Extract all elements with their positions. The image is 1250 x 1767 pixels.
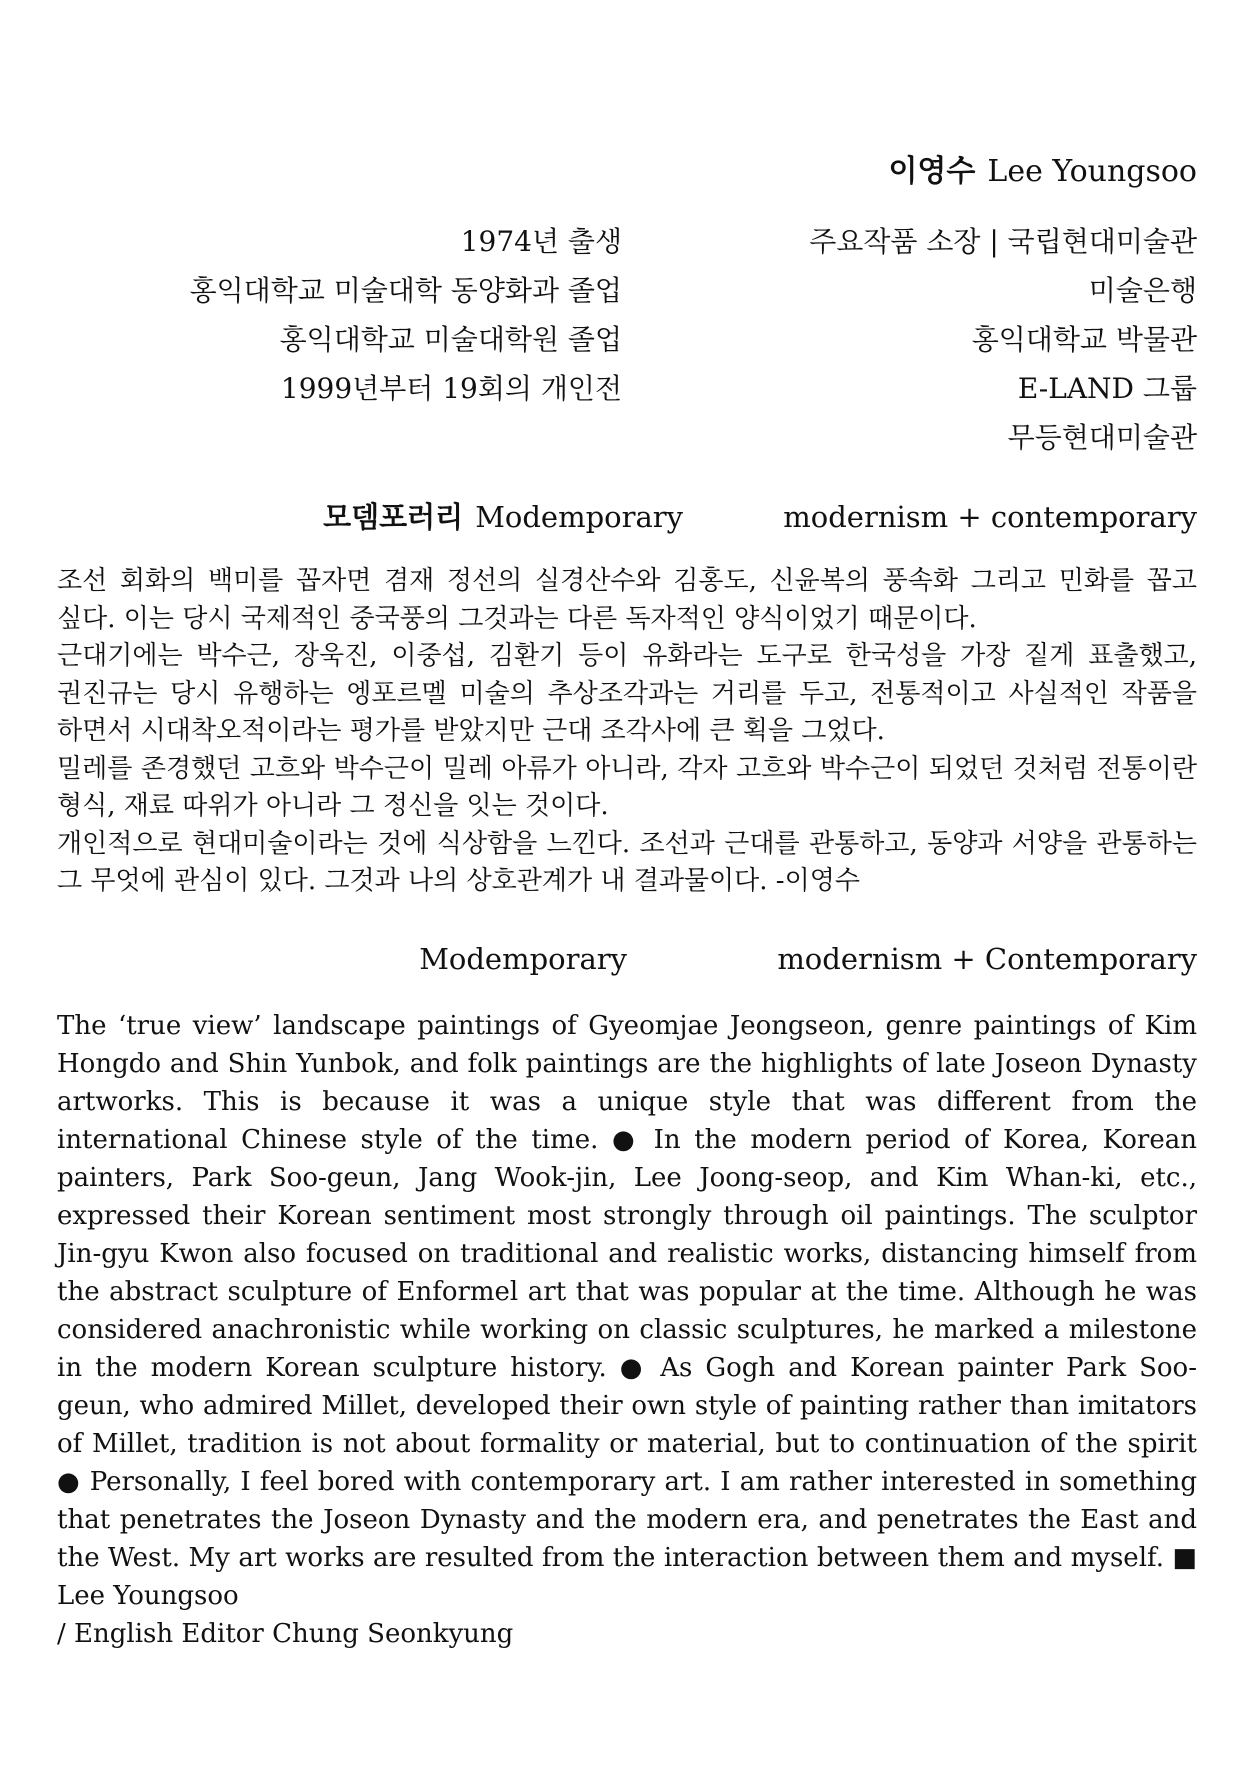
korean-section-title (323, 495, 683, 539)
korean-paragraph: 조선 회화의 백미를 꼽자면 겸재 정선의 실경산수와 김홍도, 신윤복의 풍속화 그리고 민화를 꼽고 싶다. 이는 당시 국제적인 중국풍의 그것과는 다른 독자적인 양식이었기 때문이다. (57, 566, 1197, 634)
english-section-title: Modemporary (419, 942, 627, 976)
bio-line: 홍익대학교 미술대학원 졸업 (279, 323, 622, 356)
collection-line: 미술은행 (1088, 274, 1197, 307)
korean-section-formula: modernism + contemporary (783, 500, 1197, 534)
korean-paragraph: 근대기에는 박수근, 장욱진, 이중섭, 김환기 등이 유화라는 도구로 한국성을 가장 짙게 표출했고, 권진규는 당시 유행하는 엥포르멜 미술의 추상조각과는 거리를 두고, 전통적이고 사실적인 작품을 하면서 시대착오적이라는 평가를 받았지만 근대 조각사에 큰 획을 그었다. (57, 641, 1197, 746)
korean-title-korean: 모뎀포러리 (323, 500, 464, 534)
collection-line: 홍익대학교 박물관 (971, 323, 1197, 356)
english-section-formula: modernism + Contemporary (777, 942, 1197, 976)
english-paragraph: The ‘true view’ landscape paintings of Gyeomjae Jeongseon, genre paintings of Kim Hongdo and Shin Yunbok, and folk paintings are the highlights of late Joseon Dynasty artworks. This is because it was a unique style that was different from the international Chinese style of the time. ● In the modern period of Korea, Korean painters, Park Soo-geun, Jang Wook-jin, Lee Joong-seop, and Kim Whan-ki, etc., expressed their Korean sentiment most strongly through oil paintings. The sculptor Jin-gyu Kwon also focused on traditional and realistic works, distancing himself from the abstract sculpture of Enformel art that was popular at the time. Although he was considered anachronistic while working on classic sculptures, he marked a milestone in the modern Korean sculpture history. ● As Gogh and Korean painter Park Soo-geun, who admired Millet, developed their own style of painting rather than imitators of Millet, tradition is not about formality or material, but to continuation of the spirit ● Personally, I feel bored with contemporary art. I am rather interested in something that penetrates the Joseon Dynasty and the modern era, and penetrates the East and the West. My art works are resulted from the interaction between them and myself. ■ Lee Youngsoo (57, 1011, 1197, 1611)
korean-paragraph: 개인적으로 현대미술이라는 것에 식상함을 느낀다. 조선과 근대를 관통하고, 동양과 서양을 관통하는 그 무엇에 관심이 있다. 그것과 나의 상호관계가 내 결과물이다. -이영수 (57, 828, 1197, 896)
collection-line: E-LAND 그룹 (1017, 372, 1197, 405)
english-editor-credit: / English Editor Chung Seonkyung (57, 1619, 514, 1649)
bio-line: 홍익대학교 미술대학 동양화과 졸업 (189, 274, 622, 307)
collections (809, 217, 1197, 462)
collection-line: 무등현대미술관 (1007, 421, 1197, 454)
korean-section-heading (0, 495, 1250, 539)
collection-line: 주요작품 소장 | 국립현대미술관 (809, 225, 1197, 258)
bio-line: 1999년부터 19회의 개인전 (280, 372, 622, 405)
korean-essay (57, 563, 1197, 901)
korean-title-english: Modemporary (475, 500, 683, 534)
artist-name (888, 152, 1197, 192)
artist-name-korean: 이영수 (888, 154, 976, 189)
english-section-heading (0, 937, 1250, 981)
english-essay (57, 1007, 1197, 1653)
artist-name-english: Lee Youngsoo (987, 154, 1197, 189)
biography (190, 217, 622, 413)
korean-paragraph: 밀레를 존경했던 고흐와 박수근이 밀레 아류가 아니라, 각자 고흐와 박수근이 되었던 것처럼 전통이란 형식, 재료 따위가 아니라 그 정신을 잇는 것이다. (57, 753, 1197, 821)
bio-line: 1974년 출생 (460, 225, 622, 258)
